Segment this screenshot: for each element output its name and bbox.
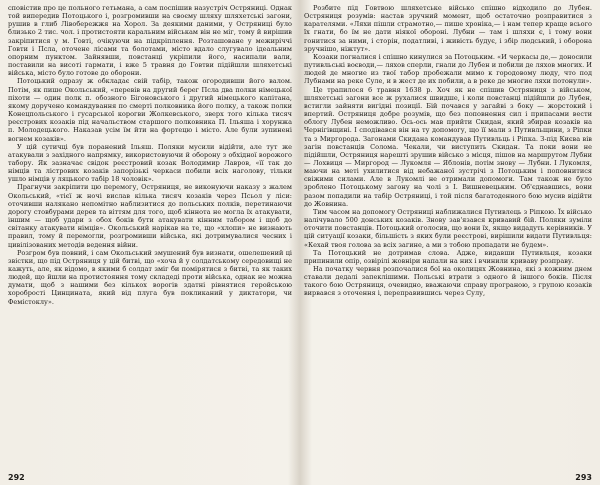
left-page [8,4,292,482]
paragraph: Розбите під Говтвою шляхетське військо спішно відходило до Лубен. Остряниця розумів: настав зручний момент, щоб остаточно розправитися з карателями. «Ляхи пішли страмотно,— пише хроніка,— і нам тепер краще всього їх гнати, бо їм не дати ніякої обороні. Лубни — там і шляхи є, і тому вони гонитися за ними, і сторін, податливі, і живість будує, і збір людський, і оборона зручнішо, ніжтут». [304,4,592,53]
paragraph: Розгром був повний, і сам Окольський змушений був визнати, ошелешений ці звістки, що під Остряниця у цій битві, що «хоча й у солдатському середовищі не кажуть, але, як відомо, в якими б солдат зміг би помірятися з битві, та як таких людей, що йшли на протистояння тому складеді проти війська, однак не можна думати, щоб з нашими без кількох ворогів здатні рівнятися геройською хоробрості Цинцината, який від плуга був покликаний у диктатори, чи Фемістоклу». [8,248,292,306]
right-page [304,4,592,482]
paragraph: Це трапилося 6 травня 1638 р. Хоч як не спішив Остряниця з військом, шляхетські загони все ж рухалися швидше, і коли повстанці підійшли до Лубен, встигли зайняти вигідні позиції. Бій почався у загайві з боку — жорстокий і впертий. Остряниця добре розумів, що без поповнення сил і припасами вести облогу Лубен неможливо. Ось-ось мав прийти Скидан, який збирав козаків на Чернігівщині. І сподівався він на ту допомогу, що її мали з Путивльщини, з Ріпки та з Миргорода. Загонами Скидана командував Путивльць і Ріпка. З-під Києва вів загін повстанців Солома. Чекали, чи виступить Скидан. Та поки вони не підійшли, Остряниця нарешті зрушив військо з місця, пішов на маршрутом Лубни — Лохвиця — Миргород — Лукомля — Яблонів, потім знову — Лубни. І Лукомля, маючи на меті ухилитися від небажаної зустрічі з Потоцьким і поповнитися свіжими силами. Але в Лукомлі не отримали допомоги. Там також не було зроблено Потоцькому загону на чолі з І. Вишневецьким. Об'єднавшись, вони разом попадили на табір Остряниці, і той після багатоденного бою мусив відійти до Жовнина. [304,85,592,208]
paragraph: Та Потоцький не дотримав слова. Адже, видавши Путивльця, козаки припинили опір, озвірілі жовніри напали на них і вчинили криваву розправу. [304,248,592,265]
paragraph: У цій сутичці був поранений Ільяш. Поляки мусили відійти, але тут же атакували з західного напрямку, використовуючи й оборону з обхідної ворожого табору. Як зазначає свідок реєстровий козак Володимир Лавров, «її так до німців та лістрових козаків запорізькі черкаси побили всіх наголову, тільки ушло німців у ляцького табір 18 чоловік». [8,142,292,184]
left-page-text [8,4,292,464]
paragraph: Козаки погналися і спішно кинулися за Потоцьким. «И черкасы де,— доносили путивльські воєводи,— ляхов сперли, гнали до Лубен и побили де ляхов многих. И людей де многие из твої табор пробежали мимо к городовому люду, что под Лубнами на реке Суле, и в жест де их побили, а в реке де многие ляхи потонули». [304,52,592,86]
page-number: 292 [8,473,25,482]
page-number: 293 [575,473,592,482]
right-page-text [304,4,592,464]
paragraph: На початку червня розпочалися бої на околицях Жовнина, які з кожним днем ставали дедалі запеклішими. Польські втрати з одного й іншого боків. Після такого бою Остряниця, очевидно, вважаючи справу програною, з групою козаків вирвався з оточення і, переправившись через Сулу, [304,265,592,298]
paragraph: Прагнучи закріпити цю перемогу, Остряниця, не виконуючи наказу з жалем Окольський, «тієї ж ночі вислав кілька тисяч козаків через Псьол у ліси: оточивши налякано непомітно наблизитися до польських полків, перетинаючи дорогу стовбурами дерев та віттям для того, щоб кіннота не могла їх атакувати, іншим — щоб удари з обох боків бути атакувати кінним табором і щоб до світанку атакувати німців». Окольський нарікав на те, що «хлопи» не визнають правил, тому й перемогли, розгромивши війська, які дотримувалися чесних і цивілізованих методів ведення війни. [8,183,292,249]
paragraph: сповістив про це польного гетьмана, а сам поспішив назустріч Остряниці. Однак той випередив Потоцького і, розгромивши на своєму шляху шляхетські загони, рушив в глиб Лівобережжя на Хорол. За деякими даними, у Остряниці було близько 2 тис. чол. і протистояти каральним військам він не міг, тому й вирішив закріпитися у м. Говті, очікуючи на підкріплення. Розташоване у межиріччі Говти і Псла, оточене лісами та болотами, місто вдало слугувало ідеальним опорним пунктом. Зайнявши, повстанці укріпили його, насипали вали, поставили на висоті гармати, і вже 5 травня до Говтви підійшли шляхетські війська, місто було готове до оборони. [8,4,292,78]
paragraph: Тим часом на допомогу Остряниці наближалися Путивлець з Ріпкою. Їх військо налічувало 500 донських козаків. Знову зав'язався кривавий бій. Поляки зуміли оточити повстанців. Потоцький оголосив, що вони їх, якщо видадуть керівників. У цій ситуації козаки, більшість з яких були реєстрові, вирішили видати Путивльця: «Кехай твоя голова за всіх загине, а ми з тобою пропадати не будем». [304,207,592,249]
paragraph: Потоцький одразу ж обкладає свій табір, також огородивши його валом. Потім, як пише Окольський, «перевів на другий берег Псла два полки німецької піхоти — один полк п. обозного Бігоновського і другий німецького капітана, якому доручено командування по смерті полковника його полку, а також полки Конецпольського і гусарської корогви Жолкевського, зверх того кілька тисяч реєстрових козаків під начальством старшого полковника П. Ільяша і хорунжа п. Молодецького. Наказав усім їм йти на фортецю і місто. Але були зупинені вогнем козаків». [8,77,292,143]
